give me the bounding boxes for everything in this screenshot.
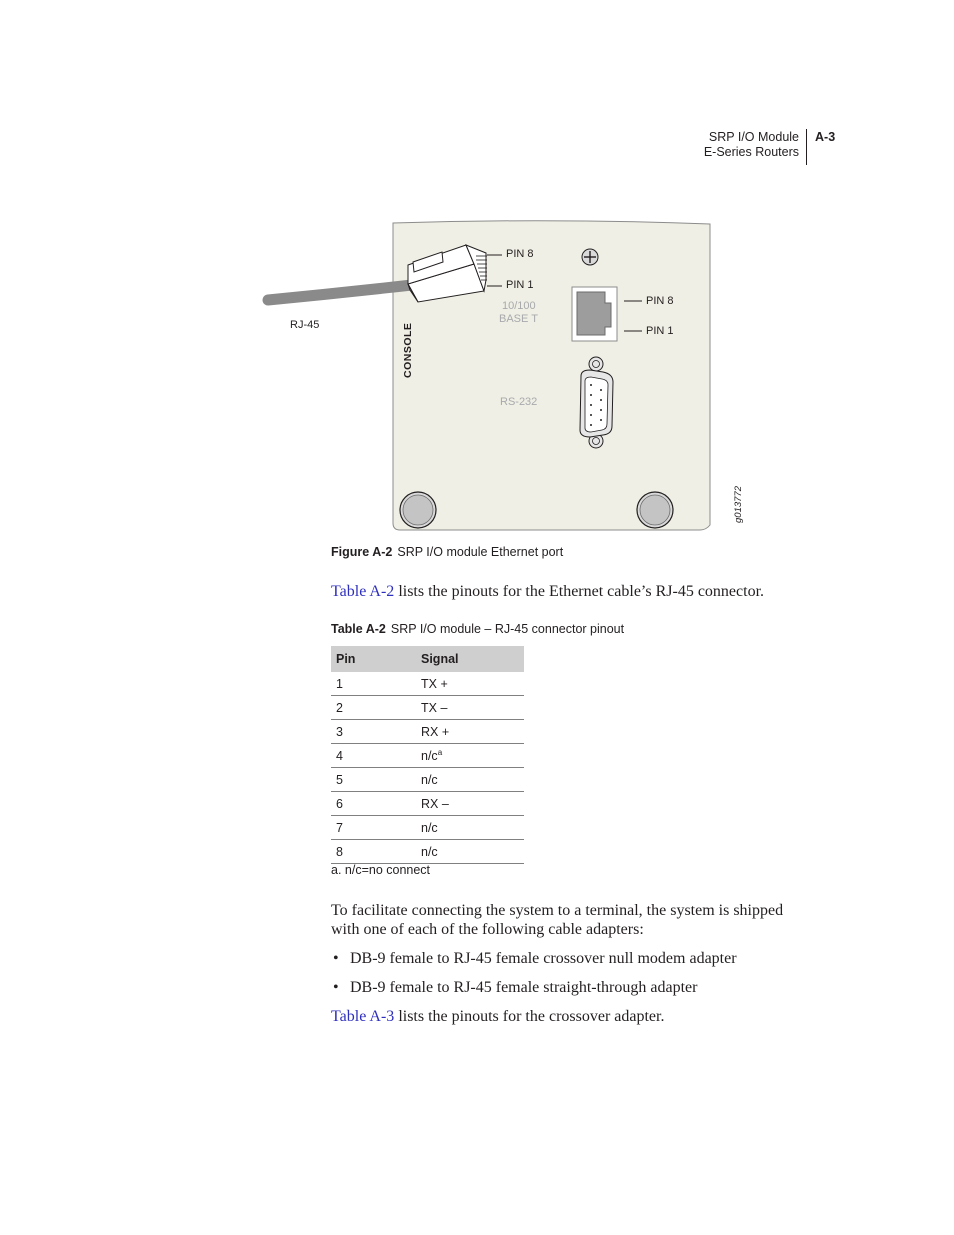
header-section-title: SRP I/O Module [708, 130, 799, 144]
signal-cell: n/c [416, 768, 524, 792]
figure-ethernet-port [0, 0, 954, 560]
figure-caption-text: SRP I/O module Ethernet port [397, 545, 564, 559]
table-row [331, 768, 524, 792]
pin-cell: 3 [331, 720, 416, 744]
signal-text: n/c [421, 749, 438, 764]
signal-cell: n/c [416, 816, 524, 840]
header-book-title: E-Series Routers [703, 145, 799, 159]
table-row [331, 744, 524, 768]
table-row [331, 696, 524, 720]
pinout-table [331, 646, 524, 864]
rj45-label: RJ-45 [290, 319, 320, 331]
signal-cell [416, 744, 524, 768]
pin-cell: 5 [331, 768, 416, 792]
port-pin8-label: PIN 8 [646, 295, 674, 307]
table-caption-number: Table A-2 [331, 622, 386, 636]
signal-cell: n/c [416, 840, 524, 864]
signal-cell: TX + [416, 672, 524, 696]
rj45-cable [268, 285, 412, 300]
port-pin1-label: PIN 1 [646, 325, 674, 337]
intro-paragraph [331, 582, 764, 601]
column-header-pin: Pin [331, 646, 416, 672]
signal-cell: RX – [416, 792, 524, 816]
list-item: • DB-9 female to RJ-45 female crossover null modem adapter [331, 949, 737, 978]
pin-cell: 8 [331, 840, 416, 864]
rj45-jack [572, 287, 617, 341]
module-illustration [0, 0, 954, 560]
table-row [331, 816, 524, 840]
table-row [331, 672, 524, 696]
pin-cell: 1 [331, 672, 416, 696]
table-row [331, 792, 524, 816]
figure-caption-number: Figure A-2 [331, 545, 393, 559]
graphic-id-label: g013772 [733, 486, 744, 523]
closing-paragraph [331, 1007, 664, 1026]
column-header-signal: Signal [416, 646, 524, 672]
rs232-label: RS-232 [500, 396, 538, 408]
thumbscrew-left-icon [400, 492, 436, 528]
adapters-paragraph: To facilitate connecting the system to a terminal, the system is shipped with one of each of the following cable adapters: [331, 902, 784, 938]
list-item: • DB-9 female to RJ-45 female straight-through adapter [331, 978, 737, 1007]
figure-caption [331, 545, 563, 559]
pin-cell: 2 [331, 696, 416, 720]
table-caption-text: SRP I/O module – RJ-45 connector pinout [390, 622, 625, 636]
speed-label-line2: BASE T [499, 313, 538, 325]
signal-cell: TX – [416, 696, 524, 720]
plug-pin1-label: PIN 1 [506, 279, 534, 291]
table-a2-link[interactable]: Table A-2 [331, 583, 395, 600]
console-label: CONSOLE [402, 322, 414, 378]
pin-cell: 7 [331, 816, 416, 840]
signal-cell: RX + [416, 720, 524, 744]
footnote-marker: a [437, 747, 443, 757]
table-row [331, 840, 524, 864]
plug-pin8-label: PIN 8 [506, 248, 534, 260]
page-number: A-3 [815, 130, 836, 144]
speed-label-line1: 10/100 [502, 300, 536, 312]
intro-text: lists the pinouts for the Ethernet cable’s RJ-45 connector. [394, 583, 765, 600]
thumbscrew-right-icon [637, 492, 673, 528]
table-a3-link[interactable]: Table A-3 [331, 1008, 395, 1025]
table-footnote: a. n/c=no connect [331, 863, 431, 877]
closing-text: lists the pinouts for the crossover adapter. [394, 1008, 665, 1025]
table-caption [331, 622, 624, 636]
pin-cell: 6 [331, 792, 416, 816]
table-row [331, 720, 524, 744]
pin-cell: 4 [331, 744, 416, 768]
adapter-list [331, 949, 737, 1007]
screw-icon [582, 249, 598, 265]
table-header-row [331, 646, 524, 672]
